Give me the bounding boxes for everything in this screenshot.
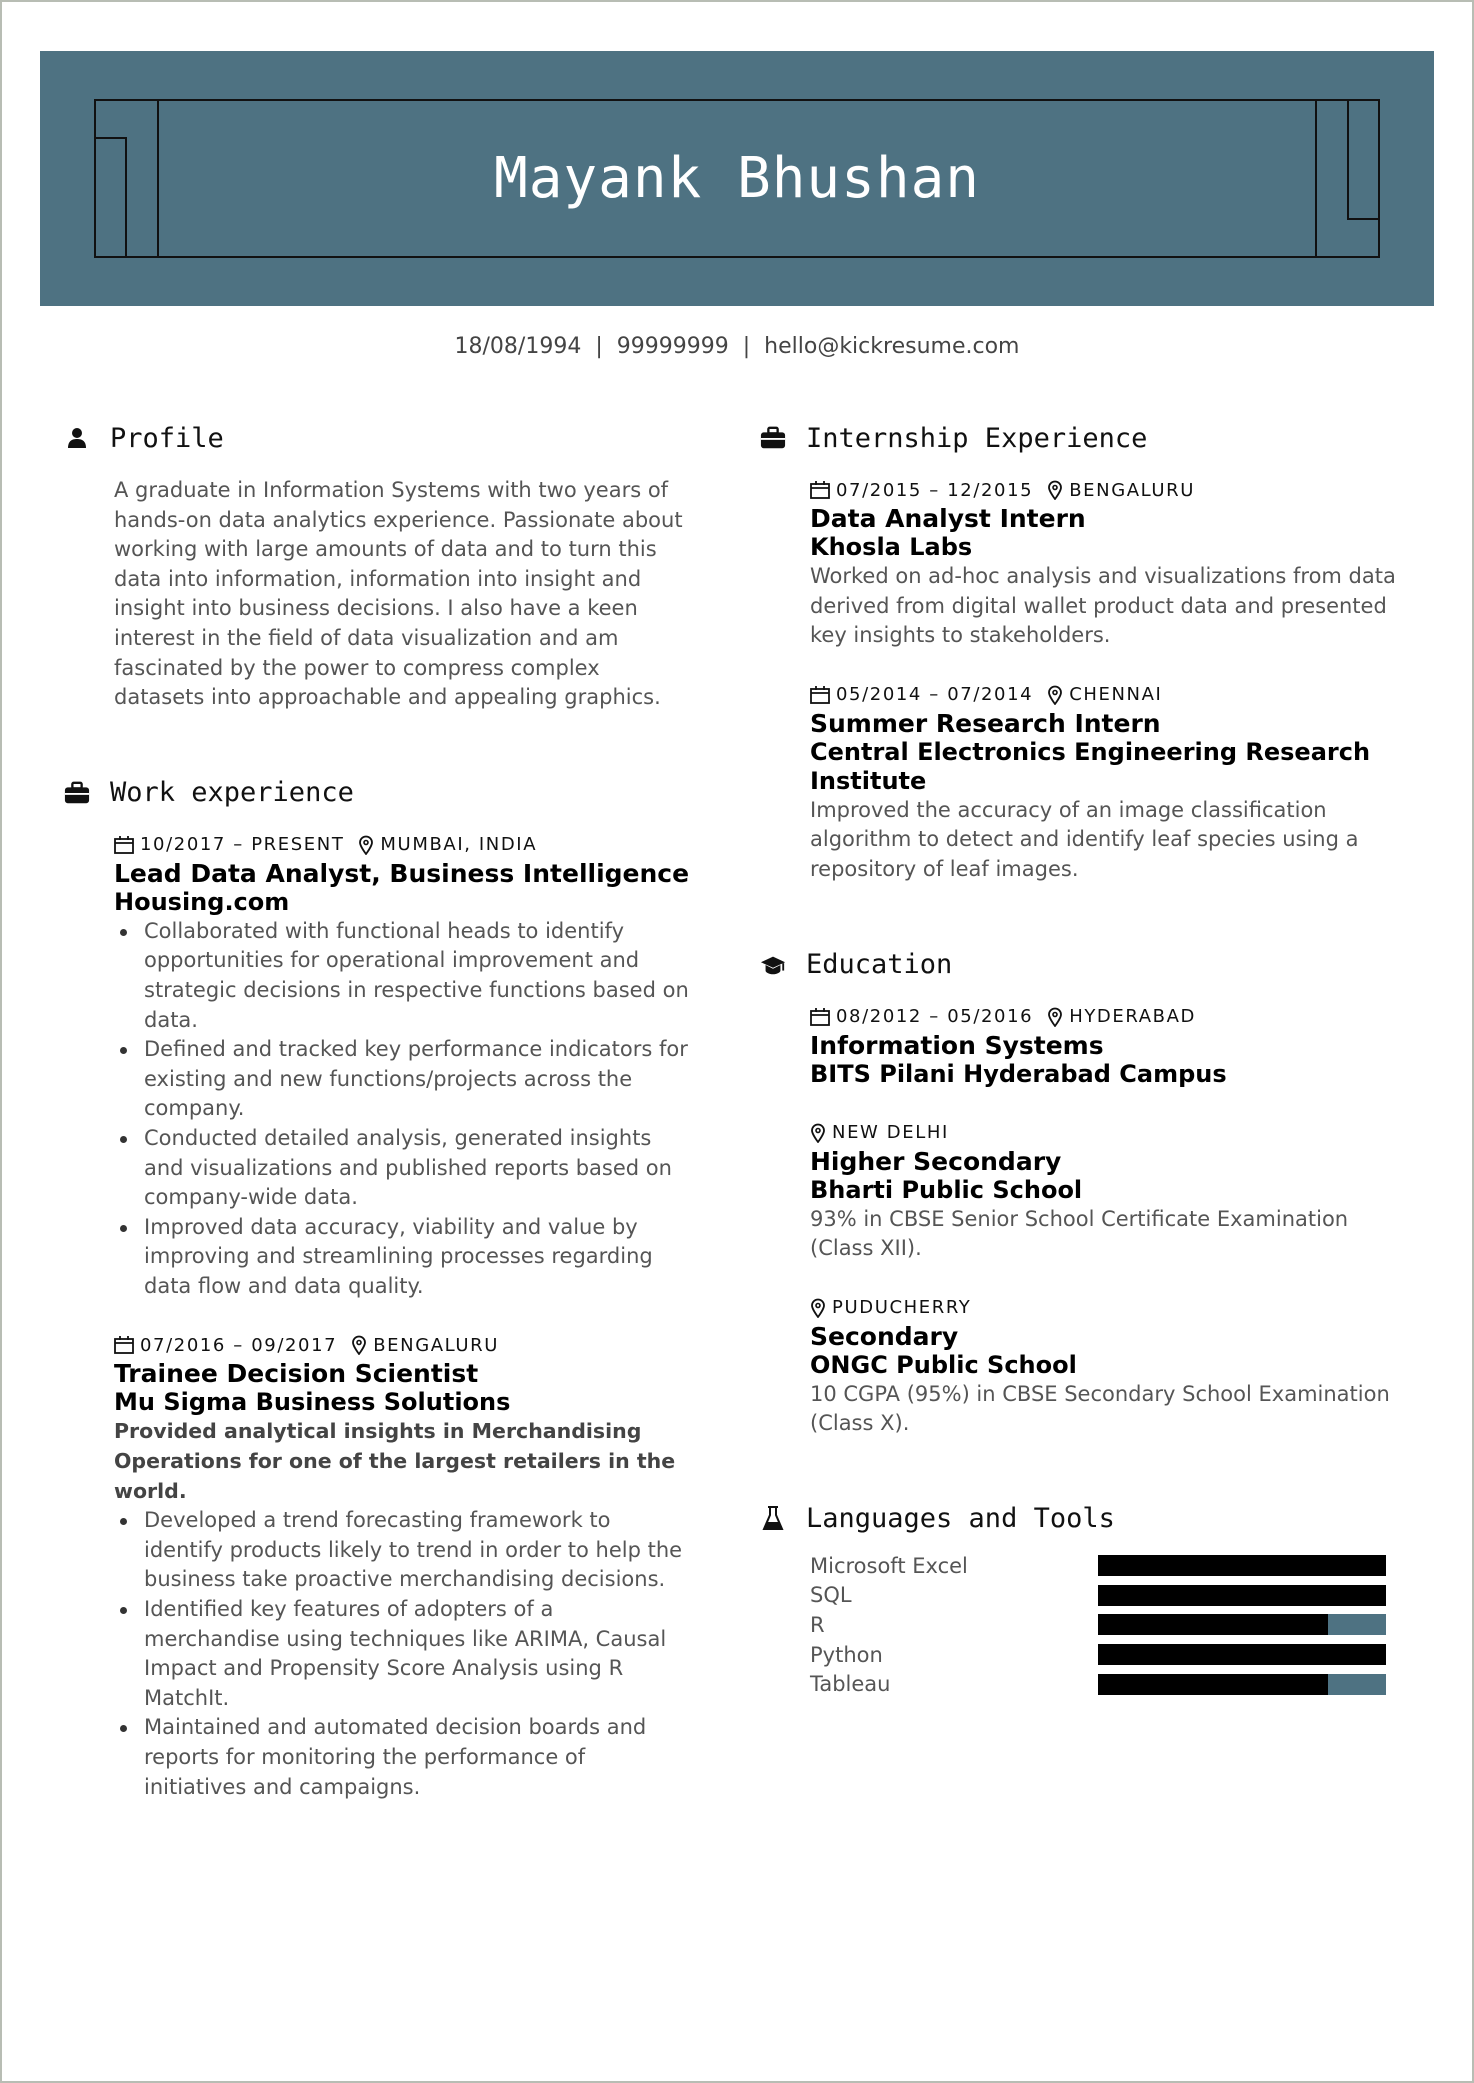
skill-row — [810, 1581, 1400, 1611]
list-item: Maintained and automated decision boards and reports for monitoring the performance of initiatives and campaigns. — [114, 1713, 694, 1802]
entry-description: 10 CGPA (95%) in CBSE Secondary School Examination (Class X). — [810, 1381, 1390, 1436]
degree-title: Secondary — [810, 1321, 959, 1351]
list-item: Collaborated with functional heads to identify opportunities for operational improvement and strategic decisions in respective functions based on data. — [114, 917, 694, 1035]
graduation-cap-icon — [760, 952, 786, 978]
section-header — [760, 947, 1400, 983]
skill-row — [810, 1640, 1400, 1670]
location-pin-icon — [810, 1298, 826, 1318]
job-title: Lead Data Analyst, Business Intelligence — [114, 858, 690, 888]
briefcase-icon — [760, 425, 786, 451]
section-header — [760, 1501, 1400, 1537]
flask-icon — [760, 1506, 786, 1532]
work-section — [64, 775, 694, 1802]
list-item: Improved data accuracy, viability and value by improving and streamlining processes regarding data flow and data quality. — [114, 1213, 694, 1302]
list-item: Conducted detailed analysis, generated insights and visualizations and published reports based on company-wide data. — [114, 1124, 694, 1213]
profile-section — [64, 420, 694, 713]
job-title: Trainee Decision Scientist — [114, 1359, 479, 1389]
section-title: Internship Experience — [806, 422, 1148, 454]
birthdate: 18/08/1994 — [454, 334, 582, 359]
location-pin-icon — [351, 1335, 367, 1355]
entry-meta — [810, 476, 1400, 504]
entry-location: HYDERABAD — [1069, 1006, 1196, 1028]
company-name: Housing.com — [114, 887, 290, 916]
skill-level-bar — [1098, 1614, 1386, 1635]
list-item: Identified key features of adopters of a merchandise using techniques like ARIMA, Causal Impact and Propensity Score Analysis using R MatchIt. — [114, 1595, 694, 1713]
education-section — [760, 947, 1400, 1439]
job-title: Summer Research Intern — [810, 708, 1161, 738]
entry-meta — [810, 1294, 1400, 1322]
work-entry — [114, 1331, 694, 1802]
header-banner — [40, 51, 1434, 306]
skills-list — [810, 1551, 1400, 1699]
entry-summary: Provided analytical insights in Merchandising Operations for one of the largest retailers in the world. — [114, 1419, 676, 1503]
entry-location: BENGALURU — [373, 1334, 500, 1356]
company-name: Central Electronics Engineering Research Institute — [810, 737, 1371, 795]
location-pin-icon — [810, 1123, 826, 1143]
internship-entry — [810, 476, 1400, 651]
education-entry — [810, 1003, 1400, 1089]
skill-level-bar — [1098, 1585, 1386, 1606]
profile-text: A graduate in Information Systems with two years of hands-on data analytics experience. Passionate about working with large amounts of data and to turn this data into information, information into insight and insight into business decisions. I also have a keen interest in the field of data visualization and am fascinated by the power to compress complex datasets into approachable and appealing graphics. — [114, 478, 683, 710]
entry-location: BENGALURU — [1069, 479, 1196, 501]
internship-section — [760, 420, 1400, 885]
entry-location: PUDUCHERRY — [832, 1297, 972, 1319]
section-header — [64, 420, 694, 456]
section-header — [64, 775, 694, 811]
entry-location: CHENNAI — [1069, 684, 1163, 706]
job-title: Data Analyst Intern — [810, 504, 1086, 533]
banner-frame — [94, 99, 1380, 258]
calendar-icon — [810, 686, 830, 704]
education-entry — [810, 1294, 1400, 1439]
location-pin-icon — [358, 835, 374, 855]
entry-dates: 05/2014 – 07/2014 — [836, 684, 1034, 706]
section-header — [760, 420, 1400, 456]
entry-dates: 08/2012 – 05/2016 — [836, 1006, 1034, 1028]
entry-meta — [114, 1331, 694, 1359]
skill-name: Python — [810, 1642, 883, 1667]
candidate-name: Mayank Bhushan — [493, 146, 980, 211]
skill-name: Microsoft Excel — [810, 1553, 968, 1578]
section-title: Work experience — [110, 777, 354, 809]
phone[interactable]: 99999999 — [616, 334, 729, 359]
bullet-list — [114, 917, 694, 1302]
calendar-icon — [810, 481, 830, 499]
company-name: Mu Sigma Business Solutions — [114, 1388, 511, 1417]
section-title: Languages and Tools — [806, 1503, 1115, 1535]
skill-row — [810, 1610, 1400, 1640]
entry-meta — [810, 1003, 1400, 1031]
entry-dates: 07/2016 – 09/2017 — [140, 1334, 338, 1356]
entry-location: NEW DELHI — [832, 1122, 949, 1144]
skill-row — [810, 1551, 1400, 1581]
degree-title: Higher Secondary — [810, 1146, 1062, 1176]
separator: | — [595, 334, 603, 359]
person-icon — [64, 425, 90, 451]
skill-level-fill — [1098, 1555, 1386, 1576]
company-name: Khosla Labs — [810, 533, 973, 561]
skill-row — [810, 1669, 1400, 1699]
section-title: Education — [806, 949, 953, 981]
entry-meta — [810, 1119, 1400, 1147]
skill-level-fill — [1098, 1674, 1328, 1695]
skill-name: SQL — [810, 1583, 852, 1608]
education-entry — [810, 1119, 1400, 1264]
list-item: Defined and tracked key performance indicators for existing and new functions/projects across the company. — [114, 1035, 694, 1124]
contact-line — [0, 334, 1474, 359]
location-pin-icon — [1047, 685, 1063, 705]
entry-meta — [810, 681, 1400, 709]
skill-level-fill — [1098, 1585, 1386, 1606]
left-column — [64, 420, 694, 1802]
skill-level-bar — [1098, 1555, 1386, 1576]
skill-level-fill — [1098, 1644, 1386, 1665]
skill-level-fill — [1098, 1614, 1328, 1635]
school-name: ONGC Public School — [810, 1350, 1077, 1379]
school-name: Bharti Public School — [810, 1175, 1083, 1204]
location-pin-icon — [1047, 480, 1063, 500]
separator: | — [742, 334, 751, 359]
list-item: Developed a trend forecasting framework to identify products likely to trend in order to help the business take proactive merchandising decisions. — [114, 1506, 694, 1595]
school-name: BITS Pilani Hyderabad Campus — [810, 1059, 1227, 1088]
entry-location: MUMBAI, INDIA — [380, 834, 538, 856]
skill-level-bar — [1098, 1674, 1386, 1695]
entry-dates: 07/2015 – 12/2015 — [836, 479, 1034, 501]
calendar-icon — [810, 1008, 830, 1026]
skill-name: R — [810, 1612, 825, 1637]
calendar-icon — [114, 836, 134, 854]
section-title: Profile — [110, 422, 224, 454]
email-link[interactable]: hello@kickresume.com — [764, 334, 1020, 359]
degree-title: Information Systems — [810, 1030, 1104, 1060]
work-entry — [114, 831, 694, 1302]
entry-meta — [114, 831, 694, 859]
entry-description: Worked on ad-hoc analysis and visualizations from data derived from digital wallet product data and presented key insights to stakeholders. — [810, 564, 1396, 648]
entry-dates: 10/2017 – PRESENT — [140, 834, 345, 856]
skills-section — [760, 1501, 1400, 1699]
right-column — [760, 420, 1400, 1699]
internship-entry — [810, 681, 1400, 885]
skill-name: Tableau — [810, 1672, 891, 1697]
calendar-icon — [114, 1336, 134, 1354]
bullet-list — [114, 1506, 694, 1802]
entry-description: Improved the accuracy of an image classification algorithm to detect and identify leaf species using a repository of leaf images. — [810, 797, 1359, 881]
skill-level-bar — [1098, 1644, 1386, 1665]
location-pin-icon — [1047, 1007, 1063, 1027]
entry-description: 93% in CBSE Senior School Certificate Examination (Class XII). — [810, 1206, 1349, 1261]
briefcase-icon — [64, 780, 90, 806]
